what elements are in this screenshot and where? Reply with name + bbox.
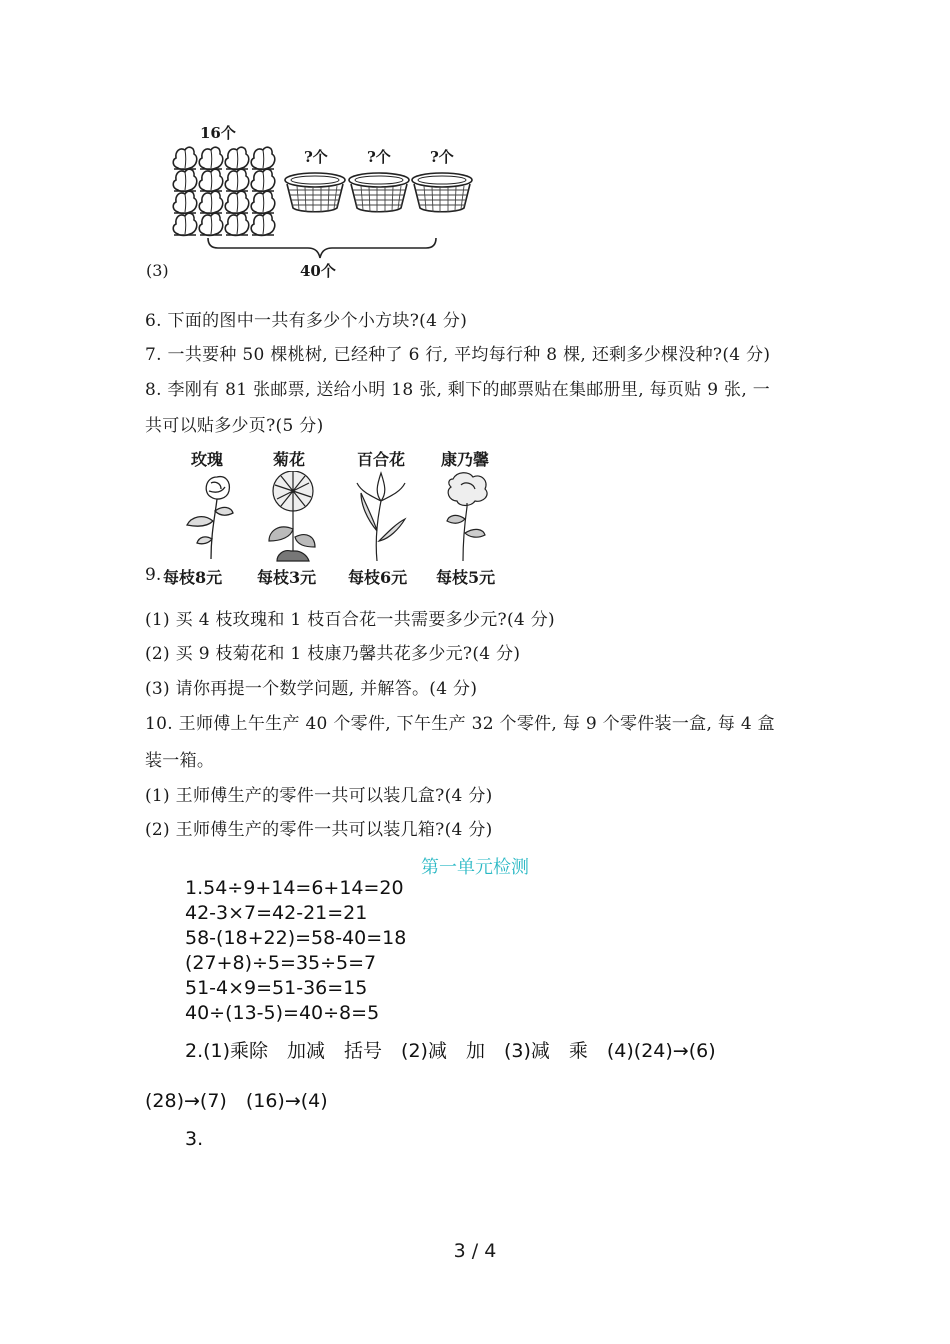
flower-price-chrysanthemum: 每枝3元 xyxy=(257,568,317,587)
q9-prefix: 9. xyxy=(145,565,162,585)
flower-price-rose: 每枝8元 xyxy=(163,568,223,587)
question-10-1: (1) 王师傅生产的零件一共可以装几盒?(4 分) xyxy=(145,786,493,806)
question-8-line-2: 共可以贴多少页?(5 分) xyxy=(145,416,324,436)
question-6: 6. 下面的图中一共有多少个小方块?(4 分) xyxy=(145,311,468,331)
question-10-line-1: 10. 王师傅上午生产 40 个零件, 下午生产 32 个零件, 每 9 个零件装一盒, 每 4 盒 xyxy=(145,714,775,734)
question-9-2: (2) 买 9 枝菊花和 1 枝康乃馨共花多少元?(4 分) xyxy=(145,644,521,664)
flower-illustrations xyxy=(145,471,525,566)
question-9-1: (1) 买 4 枝玫瑰和 1 枝百合花一共需要多少元?(4 分) xyxy=(145,610,555,630)
flower-price-lily: 每枝6元 xyxy=(348,568,408,587)
answer-line-1: 1.54÷9+14=6+14=20 xyxy=(185,877,404,899)
page-number: 3 / 4 xyxy=(453,1240,497,1262)
total-40-label: 40个 xyxy=(300,262,336,280)
answer-line-6: 40÷(13-5)=40÷8=5 xyxy=(185,1002,380,1024)
peach-basket-figure xyxy=(140,118,500,288)
chrysanthemum-icon xyxy=(269,471,315,561)
basket-2-label: ?个 xyxy=(367,148,391,166)
lily-icon xyxy=(357,473,405,561)
question-10-2: (2) 王师傅生产的零件一共可以装几箱?(4 分) xyxy=(145,820,493,840)
flower-name-lily: 百合花 xyxy=(356,450,405,469)
answer-line-4: (27+8)÷5=35÷5=7 xyxy=(185,952,377,974)
flower-name-carnation: 康乃馨 xyxy=(440,450,489,469)
peach-total-label: 16个 xyxy=(200,124,236,142)
answer-line-5: 51-4×9=51-36=15 xyxy=(185,977,368,999)
basket-3-label: ?个 xyxy=(430,148,454,166)
answer-line-2: 42-3×7=42-21=21 xyxy=(185,902,368,924)
answer-2-line-1: 2.(1)乘除 加减 括号 (2)减 加 (3)减 乘 (4)(24)→(6) xyxy=(185,1040,716,1062)
question-8-line-1: 8. 李刚有 81 张邮票, 送给小明 18 张, 剩下的邮票贴在集邮册里, 每页贴 9 张, 一 xyxy=(145,380,771,400)
question-9-3: (3) 请你再提一个数学问题, 并解答。(4 分) xyxy=(145,679,478,699)
part-3-label: (3) xyxy=(146,261,169,280)
flower-price-figure xyxy=(145,443,525,593)
carnation-icon xyxy=(447,473,487,561)
answer-3: 3. xyxy=(185,1128,204,1150)
question-7: 7. 一共要种 50 棵桃树, 已经种了 6 行, 平均每行种 8 棵, 还剩多少棵没种?(4 分) xyxy=(145,345,771,365)
basket-1-label: ?个 xyxy=(304,148,328,166)
question-10-line-2: 装一箱。 xyxy=(145,751,215,771)
rose-icon xyxy=(187,477,233,559)
answer-section-title: 第一单元检测 xyxy=(421,857,529,878)
flower-name-chrysanthemum: 菊花 xyxy=(272,450,305,469)
answer-line-3: 58-(18+22)=58-40=18 xyxy=(185,927,407,949)
flower-name-rose: 玫瑰 xyxy=(190,450,223,469)
answer-2-line-2: (28)→(7) (16)→(4) xyxy=(145,1090,328,1112)
flower-price-carnation: 每枝5元 xyxy=(436,568,496,587)
